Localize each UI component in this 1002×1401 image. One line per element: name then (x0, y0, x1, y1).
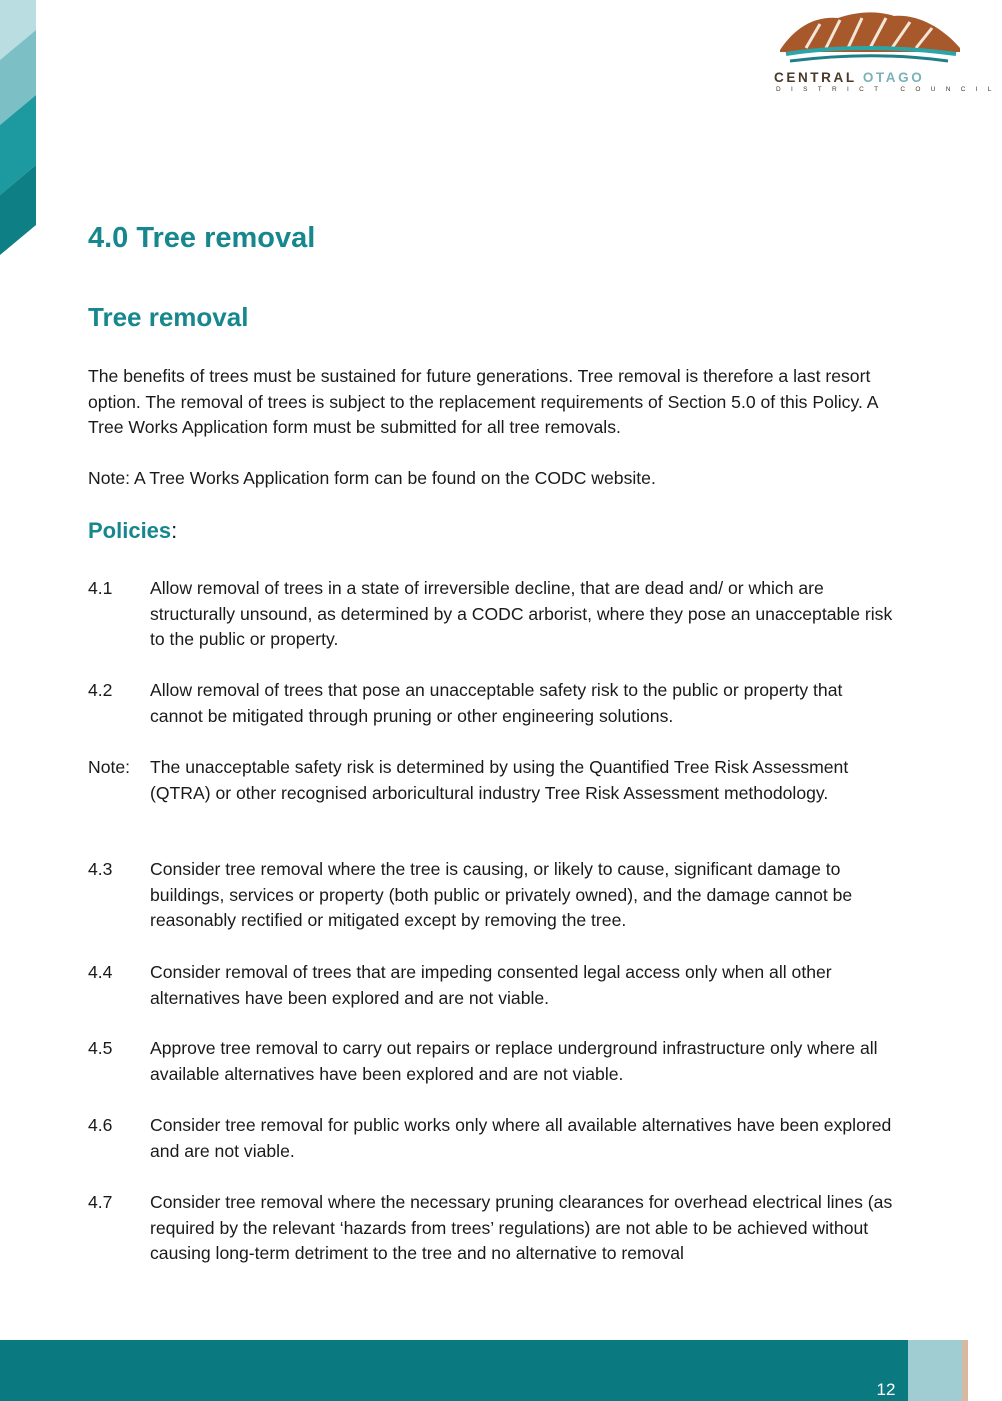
policy-text: Consider tree removal for public works only where all available alternatives have been explored and are not viable. (150, 1115, 892, 1161)
policy-number: 4.7 (88, 1192, 113, 1212)
policy-text: Consider tree removal where the necessary pruning clearances for overhead electrical lines (as required by the relevant ‘hazards from trees’ regulations) are not able to be achieved without causing long-term detriment to the tree and no alternative to removal (150, 1192, 893, 1263)
intro-paragraph: The benefits of trees must be sustained for future generations. Tree removal is therefore a last resort option. The removal of trees is subject to the replacement requirements of Section 5.0 of this Policy. A Tree Works Application form must be submitted for all tree removals. (88, 366, 878, 437)
footer-edge (962, 1340, 968, 1401)
policies-heading (88, 518, 177, 544)
policy-text: The unacceptable safety risk is determined by using the Quantified Tree Risk Assessment (QTRA) or other recognised arboricultural industry Tree Risk Assessment methodology. (150, 757, 849, 803)
logo-word-central: CENTRAL (774, 70, 857, 85)
footer-accent-block (908, 1340, 968, 1401)
policy-text: Approve tree removal to carry out repairs or replace underground infrastructure only where all available alternatives have been explored and are not viable. (150, 1038, 878, 1084)
policy-number: 4.4 (88, 962, 113, 982)
policies-heading-colon: : (171, 518, 178, 543)
section-title: 4.0 Tree removal (88, 222, 316, 254)
policy-number: 4.5 (88, 1038, 113, 1058)
policy-number: Note: (88, 757, 131, 777)
council-logo (772, 8, 1002, 93)
page-number: 12 (876, 1380, 896, 1399)
note-paragraph: Note: A Tree Works Application form can be found on the CODC website. (88, 468, 656, 488)
policy-number: 4.1 (88, 578, 113, 598)
policy-text: Consider tree removal where the tree is causing, or likely to cause, significant damage to buildings, services or property (both public or privately owned), and the damage cannot be reasonably rectified or mitigated except by removing the tree. (150, 859, 853, 930)
policy-text: Consider removal of trees that are impeding consented legal access only when all other alternatives have been explored and are not viable. (150, 962, 832, 1008)
policy-number: 4.6 (88, 1115, 113, 1135)
logo-subtitle: DISTRICT COUNCIL (776, 86, 1002, 93)
policy-text: Allow removal of trees in a state of irreversible decline, that are dead and/ or which are structurally unsound, as determined by a CODC arborist, where they pose an unacceptable risk to the public or property. (150, 578, 893, 649)
sub-title: Tree removal (88, 302, 249, 332)
decorative-side-stripe (0, 0, 36, 260)
mountains-logo-mark (776, 8, 962, 68)
footer-bar (0, 1340, 908, 1401)
policy-number: 4.3 (88, 859, 113, 879)
policy-text: Allow removal of trees that pose an unacceptable safety risk to the public or property that cannot be mitigated through pruning or other engineering solutions. (150, 680, 843, 726)
policies-heading-text: Policies (88, 518, 172, 543)
policy-number: 4.2 (88, 680, 113, 700)
logo-wordmark (774, 70, 964, 85)
logo-word-otago: OTAGO (862, 70, 925, 85)
